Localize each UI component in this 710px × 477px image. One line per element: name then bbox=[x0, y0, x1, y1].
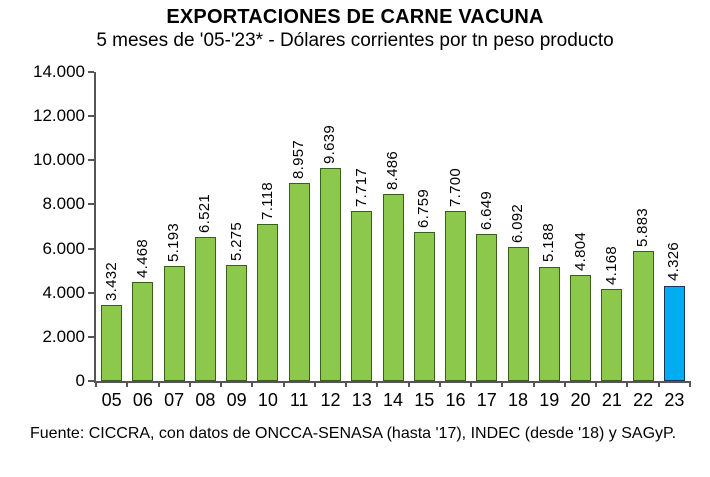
bar-value-label: 5.883 bbox=[634, 208, 652, 248]
bar-value-label: 7.717 bbox=[352, 167, 370, 207]
bar-highlight bbox=[664, 286, 685, 381]
bar-value-label: 5.188 bbox=[540, 223, 558, 263]
bar-value-label: 6.759 bbox=[415, 188, 433, 228]
x-axis-label: 19 bbox=[539, 390, 560, 410]
x-axis-tick bbox=[408, 381, 410, 387]
x-axis-label: 22 bbox=[633, 390, 654, 410]
bar-value-label: 3.432 bbox=[102, 262, 120, 302]
x-axis-label: 12 bbox=[320, 390, 341, 410]
bar-value-label: 9.639 bbox=[321, 125, 339, 165]
x-axis-tick bbox=[251, 381, 253, 387]
y-axis-tick bbox=[88, 159, 94, 161]
y-axis-label: 14.000 bbox=[33, 62, 85, 81]
source-note: Fuente: CICCRA, con datos de ONCCA-SENASA (hasta '17), INDEC (desde '18) y SAGyP. bbox=[30, 425, 677, 442]
bar bbox=[633, 251, 654, 381]
x-axis-tick bbox=[376, 381, 378, 387]
y-axis-label: 12.000 bbox=[33, 106, 85, 126]
x-axis-label: 17 bbox=[476, 390, 497, 410]
x-axis-tick bbox=[345, 381, 347, 387]
x-axis-label: 06 bbox=[132, 390, 153, 410]
bar bbox=[445, 211, 466, 381]
x-axis-label: 11 bbox=[289, 390, 309, 410]
y-axis-label: 10.000 bbox=[33, 150, 85, 170]
bar bbox=[414, 232, 435, 381]
x-axis-tick bbox=[158, 381, 160, 387]
bar-value-label: 8.957 bbox=[290, 140, 308, 180]
bar bbox=[195, 237, 216, 381]
bar bbox=[508, 247, 529, 381]
x-axis-label: 10 bbox=[257, 390, 278, 410]
y-axis-tick bbox=[88, 203, 94, 205]
y-axis-tick bbox=[88, 380, 94, 382]
x-axis-tick bbox=[595, 381, 597, 387]
y-axis-tick bbox=[88, 248, 94, 250]
bar bbox=[257, 224, 278, 381]
y-axis-tick bbox=[88, 336, 94, 338]
bar-value-label: 7.700 bbox=[446, 168, 464, 208]
x-axis-tick bbox=[220, 381, 222, 387]
y-axis-label: 0 bbox=[75, 371, 85, 390]
bar bbox=[132, 282, 153, 381]
y-axis-label: 4.000 bbox=[42, 282, 85, 302]
bar-value-label: 6.649 bbox=[477, 191, 495, 231]
x-axis-label: 18 bbox=[508, 390, 529, 410]
x-axis-tick bbox=[95, 381, 97, 387]
bar bbox=[226, 265, 247, 381]
y-axis-label: 8.000 bbox=[42, 194, 85, 214]
x-axis-tick bbox=[314, 381, 316, 387]
bar bbox=[476, 234, 497, 381]
x-axis-label: 23 bbox=[664, 390, 685, 410]
bar-value-label: 4.804 bbox=[571, 231, 589, 271]
bar bbox=[601, 289, 622, 381]
x-axis-tick bbox=[689, 381, 691, 387]
bar bbox=[320, 168, 341, 381]
bar bbox=[164, 266, 185, 381]
bar-value-label: 6.521 bbox=[196, 194, 214, 234]
x-axis-label: 20 bbox=[570, 390, 591, 410]
bar-value-label: 4.168 bbox=[602, 245, 620, 286]
x-axis-tick bbox=[658, 381, 660, 387]
y-axis-tick bbox=[88, 292, 94, 294]
bar-value-label: 6.092 bbox=[509, 203, 527, 243]
bar-value-label: 4.326 bbox=[665, 242, 683, 282]
bar-value-label: 4.468 bbox=[133, 239, 151, 279]
x-axis-tick bbox=[470, 381, 472, 387]
y-axis-tick bbox=[88, 115, 94, 117]
x-axis-label: 13 bbox=[351, 390, 372, 410]
y-axis-tick bbox=[88, 71, 94, 73]
bar bbox=[570, 275, 591, 381]
x-axis-tick bbox=[283, 381, 285, 387]
y-axis-label: 6.000 bbox=[42, 238, 85, 258]
bar bbox=[351, 211, 372, 381]
bar bbox=[101, 305, 122, 381]
bar bbox=[383, 194, 404, 381]
x-axis-label: 16 bbox=[445, 390, 466, 410]
x-axis-label: 07 bbox=[164, 390, 185, 410]
x-axis-tick bbox=[189, 381, 191, 387]
x-axis-tick bbox=[564, 381, 566, 387]
x-axis-tick bbox=[439, 381, 441, 387]
chart-subtitle: 5 meses de '05-'23* - Dólares corrientes por tn peso producto bbox=[96, 30, 614, 51]
x-axis-label: 21 bbox=[601, 390, 622, 410]
x-axis-label: 08 bbox=[195, 390, 216, 410]
bar-value-label: 7.118 bbox=[258, 181, 276, 220]
x-axis-tick bbox=[501, 381, 503, 387]
bar bbox=[289, 183, 310, 381]
bar-value-label: 5.275 bbox=[227, 221, 245, 261]
plot-area bbox=[33, 62, 690, 410]
x-axis-tick bbox=[533, 381, 535, 387]
x-axis-label: 09 bbox=[226, 390, 247, 410]
x-axis-tick bbox=[126, 381, 128, 387]
x-axis-label: 14 bbox=[382, 390, 403, 410]
x-axis-tick bbox=[626, 381, 628, 387]
x-axis-label: 05 bbox=[101, 390, 122, 410]
bar-value-label: 5.193 bbox=[165, 223, 183, 263]
bar-value-label: 8.486 bbox=[384, 150, 401, 190]
y-axis-label: 2.000 bbox=[42, 326, 85, 346]
chart-title: EXPORTACIONES DE CARNE VACUNA bbox=[166, 6, 544, 28]
x-axis-label: 15 bbox=[414, 390, 435, 410]
bar bbox=[539, 267, 560, 382]
